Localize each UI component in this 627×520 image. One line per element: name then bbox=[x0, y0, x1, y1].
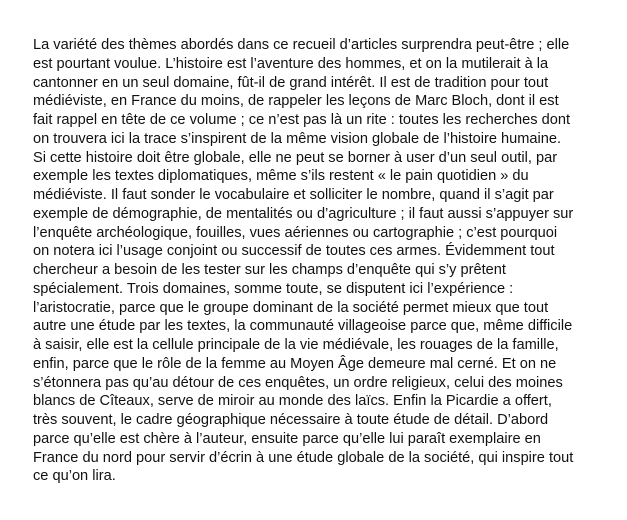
paragraph-line: on notera ici l’usage conjoint ou successif de toutes ces armes. Évidemment tout bbox=[33, 243, 555, 260]
paragraph-line: blancs de Cîteaux, serve de miroir au monde des laïcs. Enfin la Picardie a offert, bbox=[33, 393, 552, 410]
paragraph-line: à saisir, elle est la cellule principale de la vie médiévale, les rouages de la famille, bbox=[33, 337, 559, 353]
paragraph-line: autre une étude par les textes, la communauté villageoise parce que, même difficile bbox=[33, 318, 573, 335]
paragraph-line: France du nord pour servir d’écrin à une étude globale de la société, qui inspire tout bbox=[33, 449, 574, 466]
paragraph-line: chercheur a besoin de les tester sur les champs d’enquête qui s’y prêtent bbox=[33, 262, 506, 278]
paragraph-line: cantonner en un seul domaine, fût-il de grand intérêt. Il est de tradition pour tout bbox=[33, 74, 549, 91]
paragraph-line: fait rappel en tête de ce volume ; ce n’est pas là un rite : toutes les recherches dont bbox=[33, 112, 571, 128]
paragraph-line: médiéviste, en France du moins, de rappeler les leçons de Marc Bloch, dont il est bbox=[33, 93, 559, 110]
document-page bbox=[33, 36, 625, 486]
paragraph-line: enfin, parce que le rôle de la femme au Moyen Âge demeure mal cerné. Et on ne bbox=[33, 355, 557, 372]
paragraph-line: La variété des thèmes abordés dans ce recueil d’articles surprendra peut-être ; elle bbox=[33, 37, 570, 53]
paragraph-line: médiéviste. Il faut sonder le vocabulaire et solliciter le nombre, quand il s’agit par bbox=[33, 187, 554, 203]
paragraph-line: l’enquête archéologique, fouilles, vues aériennes ou cartographie ; c’est pourquoi bbox=[33, 224, 558, 241]
paragraph-line: l’aristocratie, parce que le groupe dominant de la société permet mieux que tout bbox=[33, 299, 549, 316]
paragraph-line: on trouvera ici la trace s’inspirent de la même vision globale de l’histoire humaine. bbox=[33, 130, 562, 147]
paragraph-line: ce qu’on lira. bbox=[33, 468, 116, 485]
paragraph-line: exemple de démographie, de mentalités ou d’agriculture ; il faut aussi s’appuyer sur bbox=[33, 205, 574, 222]
paragraph-line: s’étonnera pas qu’au détour de ces enquêtes, un ordre religieux, celui des moines bbox=[33, 374, 563, 391]
paragraph-line: Si cette histoire doit être globale, elle ne peut se borner à user d’un seul outil, par bbox=[33, 149, 558, 166]
paragraph-line: est pourtant voulue. L’histoire est l’aventure des hommes, et on la mutilerait à la bbox=[33, 55, 549, 72]
paragraph-line: très souvent, le cadre géographique nécessaire à toute étude de détail. D’abord bbox=[33, 412, 549, 428]
paragraph-line: parce qu’elle est chère à l’auteur, ensuite parce qu’elle lui paraît exemplaire en bbox=[33, 430, 541, 447]
paragraph-line: exemple les textes diplomatiques, même s’ils restent « le pain quotidien » du bbox=[33, 168, 529, 185]
paragraph-line: spécialement. Trois domaines, somme toute, se disputent ici l’expérience : bbox=[33, 280, 514, 297]
